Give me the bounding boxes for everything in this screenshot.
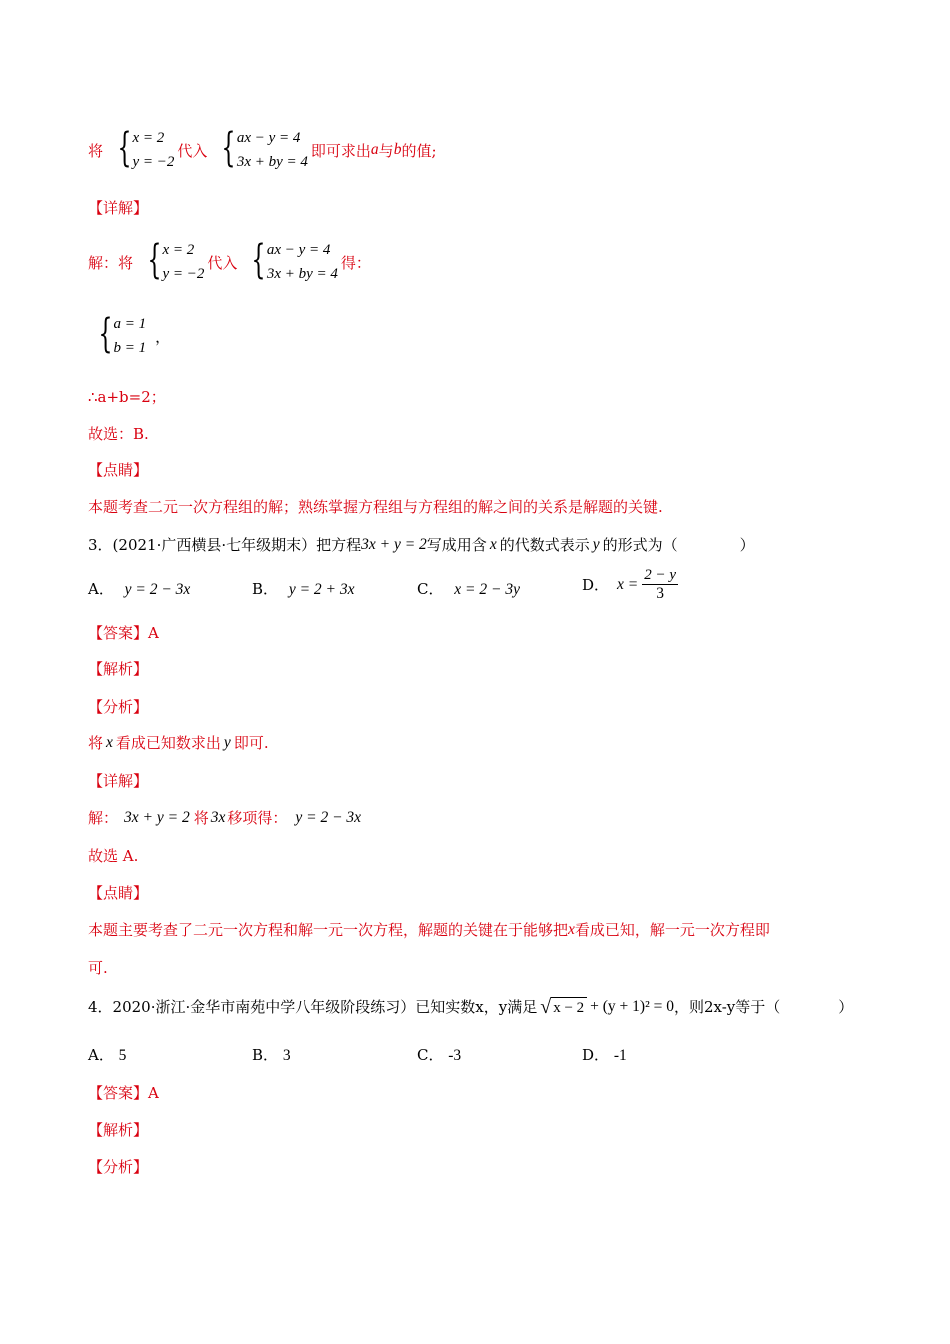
- q2-system-2: { ax − y = 4 3x + by = 4: [240, 238, 338, 286]
- q2-therefore: ∴a+b=2；: [88, 388, 166, 406]
- q2-result-comma: ，: [155, 327, 171, 346]
- hint-system-1: { x = 2 y = −2: [106, 126, 174, 174]
- hint-line: [88, 126, 437, 174]
- q3-stem-mid2: 的代数式表示: [499, 536, 590, 554]
- q4-option-d: D． -1: [582, 1046, 627, 1064]
- q3-stem-x: x: [489, 535, 497, 553]
- q4-fenxi-label: 【分析】: [88, 1158, 149, 1176]
- q4-option-b: B． 3: [252, 1046, 291, 1064]
- q3-detail-label: 【详解】: [88, 772, 149, 790]
- hint-mid: 代入: [177, 141, 208, 160]
- hint-sys1-row1: x = 2: [132, 130, 165, 146]
- q3-stem-eq: 3x + y = 2: [361, 535, 427, 553]
- q2-sys2-row2: 3x + by = 4: [266, 266, 338, 282]
- hint-var-a: a: [370, 141, 379, 158]
- hint-sys1-row2: y = −2: [132, 154, 175, 170]
- q2-solution-suffix: 得：: [340, 253, 371, 272]
- q4-option-c: C． -3: [417, 1046, 462, 1064]
- q3-stem: [88, 534, 755, 555]
- q4-analysis-label: 【解析】: [88, 1121, 149, 1139]
- q2-system-1: { x = 2 y = −2: [136, 238, 204, 286]
- q2-mid: 代入: [207, 253, 238, 272]
- hint-suffix-a: 即可求出: [310, 141, 371, 160]
- q2-choice: 故选：B.: [88, 425, 149, 443]
- q2-comment: 本题考查二元一次方程组的解；熟练掌握方程组与方程组的解之间的关系是解题的关键.: [88, 498, 663, 516]
- q2-comment-label: 【点睛】: [88, 461, 149, 479]
- q2-result-line: [84, 312, 170, 360]
- q3-analysis-label: 【解析】: [88, 660, 149, 678]
- q3-detail: 解： 3x + y = 2 将 3x 移项得： y = 2 − 3x: [88, 808, 362, 827]
- q3-option-a: A． y = 2 − 3x: [88, 580, 191, 598]
- q2-sys1-row2: y = −2: [162, 266, 205, 282]
- q3-stem-mid: 写成用含: [426, 536, 487, 554]
- q3-comment-label: 【点睛】: [88, 884, 149, 902]
- q4-option-a: A． 5: [88, 1046, 127, 1064]
- hint-sys2-row2: 3x + by = 4: [236, 154, 308, 170]
- q2-solution-prefix: 解：将: [88, 253, 134, 272]
- hint-prefix: 将: [88, 141, 104, 160]
- q3-option-d-fraction: $\frac{2 - y}{3}$: [644, 567, 677, 602]
- q3-answer: 【答案】A: [88, 624, 159, 642]
- q3-fenxi-label: 【分析】: [88, 698, 149, 716]
- q3-stem-y: y: [592, 535, 600, 553]
- q3-option-c: C． x = 2 − 3y: [417, 580, 520, 598]
- hint-system-2: { ax − y = 4 3x + by = 4: [210, 126, 308, 174]
- hint-var-b: b: [393, 141, 402, 158]
- q3-option-d: D． x = $\frac{2 - y}{3}$: [582, 567, 677, 602]
- q4-answer: 【答案】A: [88, 1084, 159, 1102]
- q3-stem-close: ）: [739, 536, 755, 554]
- hint-suffix-b: 与: [378, 141, 394, 160]
- q2-result-row1: a = 1: [113, 316, 147, 332]
- hint-suffix-c: 的值;: [401, 141, 437, 160]
- q3-comment-line1: 本题主要考查了二元一次方程和解一元一次方程，解题的关键在于能够把 x 看成已知，解一元一次方程即: [88, 920, 770, 939]
- q4-square-term: + (y + 1)² = 0: [590, 997, 674, 1015]
- q2-result-system: { a = 1 b = 1: [87, 312, 146, 360]
- q3-stem-suffix: 的形式为（: [602, 536, 678, 554]
- q3-choice: 故选 A.: [88, 847, 139, 865]
- q4-stem: 4．2020·浙江·金华市南苑中学八年级阶段练习）已知实数x，y满足 √ x − 2 + (y + 1)² = 0 ，则2x-y等于（ ）: [88, 995, 854, 1018]
- q2-result-row2: b = 1: [113, 340, 147, 356]
- q2-sys1-row1: x = 2: [162, 242, 195, 258]
- q2-detail-label: 【详解】: [88, 199, 149, 217]
- q3-fenxi: 将 x 看成已知数求出 y 即可.: [88, 733, 269, 752]
- q3-option-b: B． y = 2 + 3x: [252, 580, 355, 598]
- q2-sys2-row1: ax − y = 4: [266, 242, 331, 258]
- q4-sqrt: √ x − 2: [540, 997, 587, 1017]
- hint-sys2-row1: ax − y = 4: [236, 130, 301, 146]
- q3-comment-line2: 可.: [88, 959, 108, 977]
- q3-stem-prefix: 3．(2021·广西横县·七年级期末）把方程: [88, 536, 362, 554]
- q2-solution-line: [88, 238, 371, 286]
